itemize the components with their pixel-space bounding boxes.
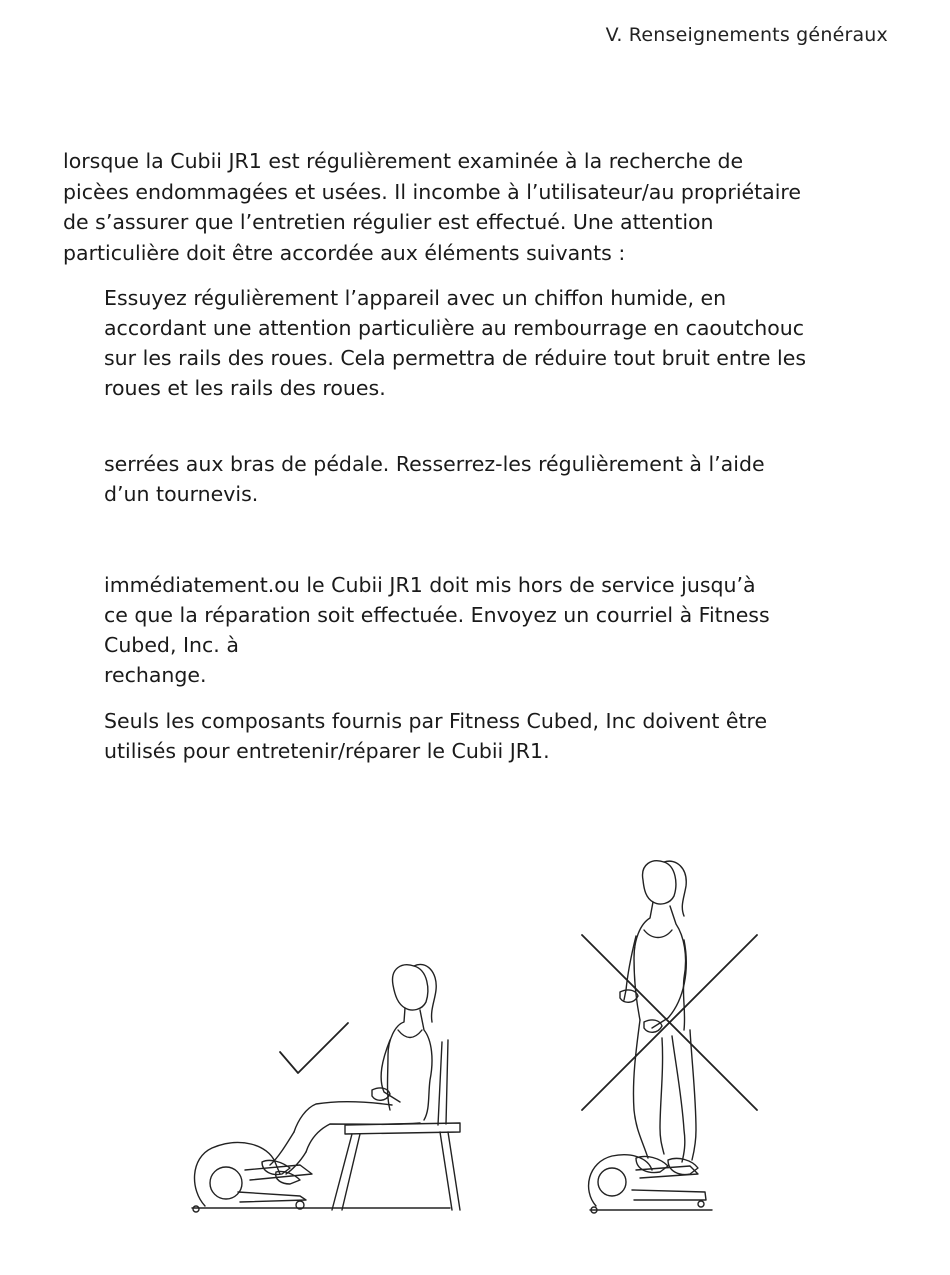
maintenance-item-parts [104,706,904,766]
checkmark-icon [280,1023,348,1073]
text-line: picèes endommagées et usées. Il incombe à l’utilisateur/au propriétaire [63,179,802,204]
text-line: sur les rails des roues. Cela permettra de réduire tout bruit entre les [104,346,807,370]
text-line: lorsque la Cubii JR1 est régulièrement examinée à la recherche de [63,149,744,173]
usage-illustration [0,840,950,1260]
text-line: particulière doit être accordée aux éléments suivants : [63,240,626,265]
seated-user-illustration [192,964,460,1212]
maintenance-item-screws [104,449,904,509]
text-line: accordant une attention particulière au rembourrage en caoutchouc [104,316,805,340]
section-header: V. Renseignements généraux [605,24,888,46]
text-line: Seuls les composants fournis par Fitness Cubed, Inc doivent être [104,709,768,733]
text-line: d’un tournevis. [104,482,259,506]
cross-icon [582,935,757,1110]
text-line: immédiatement.ou le Cubii JR1 doit mis hors de service jusqu’à [104,573,756,597]
text-line: Essuyez régulièrement l’appareil avec un chiffon humide, en [104,286,727,310]
maintenance-item-cleaning [104,283,904,403]
intro-paragraph [63,146,893,268]
text-line: utilisés pour entretenir/réparer le Cubii JR1. [104,739,550,763]
text-line: roues et les rails des roues. [104,376,386,400]
text-line: ce que la réparation soit effectuée. Envoyez un courriel à Fitness [104,603,770,627]
text-line: de s’assurer que l’entretien régulier est effectué. Une attention [63,210,714,234]
maintenance-item-repair [104,570,904,690]
text-line: serrées aux bras de pédale. Resserrez-les régulièrement à l’aide [104,452,765,476]
text-line: rechange. [104,663,207,687]
standing-user-illustration [582,861,757,1213]
text-line: Cubed, Inc. à [104,633,239,657]
